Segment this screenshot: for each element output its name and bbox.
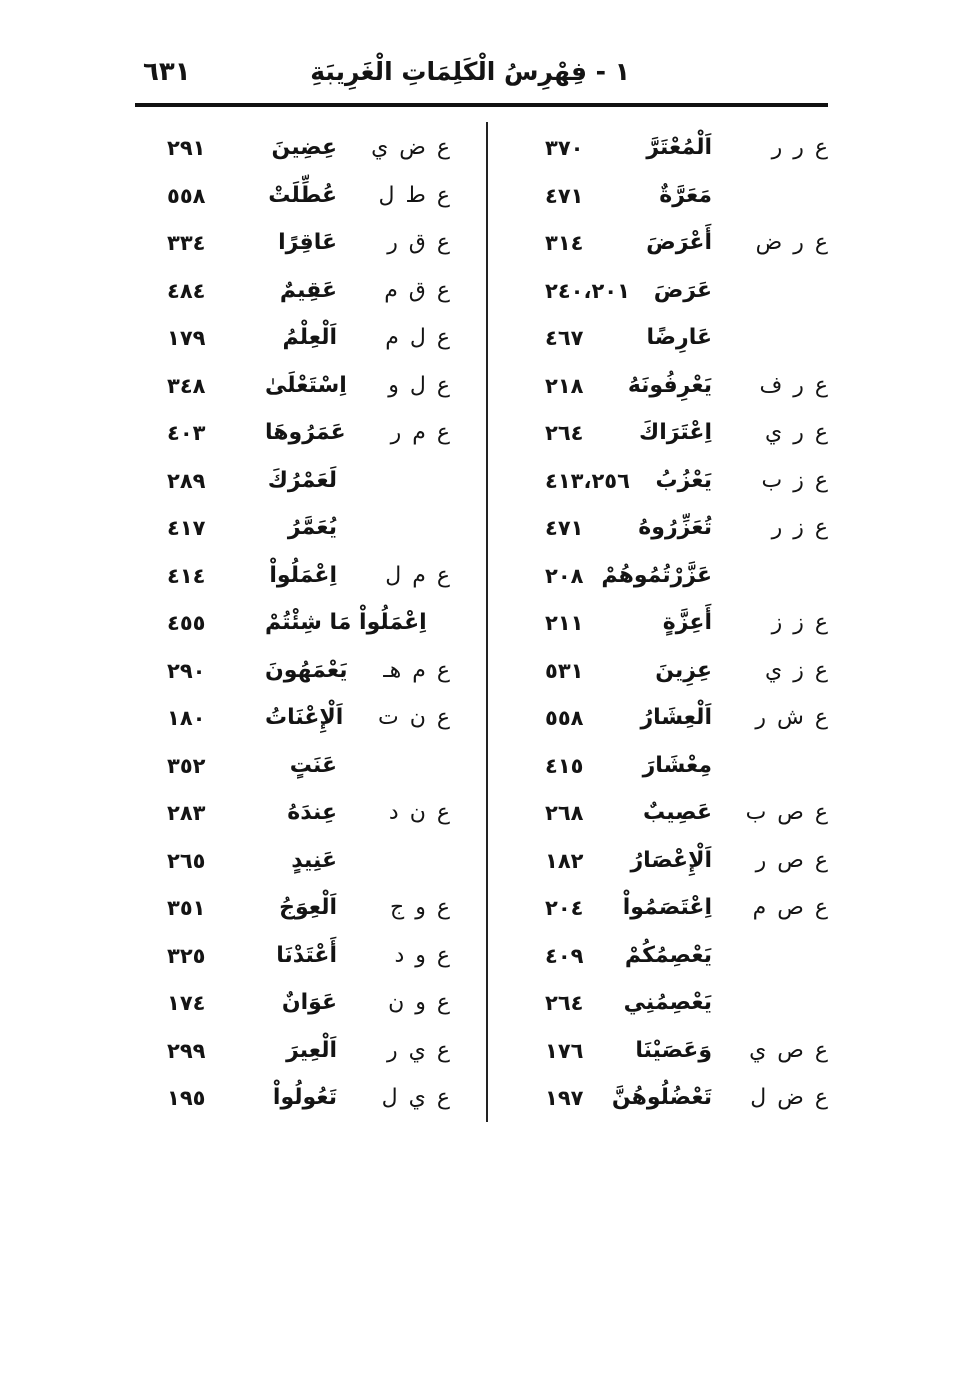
entry-word: اَلْإِعْصَارُ xyxy=(630,847,712,873)
entry-word: يَعْصِمُكُمْ xyxy=(624,942,712,968)
entry-root: ع م ل xyxy=(385,562,450,588)
entry-word: عَقِيمٌ xyxy=(279,277,337,303)
entry-word: عَوَانٌ xyxy=(281,990,337,1015)
page-refs xyxy=(167,174,205,218)
entry-word: عَصِيبٌ xyxy=(643,800,712,825)
page-refs xyxy=(167,459,205,503)
page-ref: ٤١٧ xyxy=(167,516,206,540)
entry-root: ع ر ض xyxy=(755,230,828,255)
entry-word: مَعَرَّةٌ xyxy=(659,182,712,208)
index-entry xyxy=(0,649,953,693)
entry-word: تُعَزِّرُوهُ xyxy=(638,515,712,540)
entry-word: أَعْتَدْنَا xyxy=(276,942,337,968)
page-ref: ٥٥٨ xyxy=(167,183,206,208)
entry-word: اَلْعِشَارُ xyxy=(640,705,712,730)
index-entry xyxy=(0,364,953,408)
page-ref: ٢٩١ xyxy=(167,136,206,160)
page-refs xyxy=(167,269,205,313)
page-ref: ٢٩٩ xyxy=(167,1038,206,1063)
page-refs xyxy=(167,601,205,645)
page-ref: ١٧٩ xyxy=(167,326,206,350)
entry-pages xyxy=(167,981,205,1025)
index-entry xyxy=(0,554,953,598)
entry-root: ع و د xyxy=(394,942,450,968)
entry-pages xyxy=(167,886,205,930)
entry-root: ع ز ي xyxy=(765,657,828,683)
page-refs xyxy=(167,839,205,883)
entry-word: لَعَمْرُكَ xyxy=(267,467,337,493)
entry-root: ع ص ي xyxy=(749,1037,828,1063)
entry-pages xyxy=(167,1076,205,1120)
entry-pages xyxy=(167,459,205,503)
entry-word: يَعْزُبُ xyxy=(655,467,712,493)
entry-word: عَاقِرًا xyxy=(278,230,337,255)
page-ref: ٢٠١ xyxy=(591,278,630,303)
page-refs xyxy=(167,696,205,740)
page-ref: ٤١٤ xyxy=(167,563,206,588)
page-refs xyxy=(167,934,205,978)
entry-pages xyxy=(167,364,205,408)
page-ref: ٣٥٢ xyxy=(167,753,206,778)
page-refs xyxy=(167,506,205,550)
entry-word: عَرَضَ xyxy=(653,277,712,303)
entry-root: ع ق م xyxy=(384,277,450,303)
entry-root: ع ر ف xyxy=(759,372,828,398)
page-ref: ٣٣٤ xyxy=(167,231,206,255)
page-ref: ٢٠٨ xyxy=(545,563,584,588)
entry-word: يَعْمَهُونَ xyxy=(265,657,348,683)
entry-pages xyxy=(167,934,205,978)
page-ref: ٢٦٤ xyxy=(545,421,584,445)
entry-pages xyxy=(167,744,205,788)
entry-pages xyxy=(167,649,205,693)
page-refs xyxy=(167,411,205,455)
entry-word: اِعْتَرَاكَ xyxy=(639,420,712,445)
page-refs xyxy=(167,316,205,360)
entry-word: اِعْمَلُواْ xyxy=(269,562,337,588)
entry-root: ع ض ي xyxy=(371,135,450,160)
entry-root: ع ز ز xyxy=(771,610,828,635)
page-refs xyxy=(167,791,205,835)
page-ref: ٢٨٩ xyxy=(167,468,206,493)
entry-word: اَلْعِوَجُ xyxy=(279,895,337,920)
entry-root: ع ن ت xyxy=(378,705,450,730)
entry-root: ع ص ب xyxy=(745,800,828,825)
page-refs xyxy=(167,364,205,408)
entry-word: عِندَهُ xyxy=(287,800,337,825)
entry-word: عَنِيدٍ xyxy=(291,847,337,873)
entry-word: يُعَمَّرُ xyxy=(287,515,337,540)
page-ref: ١٨٠ xyxy=(167,706,206,730)
index-entry xyxy=(0,1029,953,1073)
page-refs xyxy=(167,554,205,598)
index-entry xyxy=(0,839,953,883)
page-title: ١ - فِهْرِسُ الْكَلِمَاتِ الْغَرِيبَةِ xyxy=(310,57,630,86)
entry-pages xyxy=(167,1029,205,1073)
entry-pages xyxy=(167,174,205,218)
index-entry xyxy=(0,601,953,645)
entry-pages xyxy=(167,411,205,455)
index-entry xyxy=(0,411,953,455)
page-ref: ٢٦٥ xyxy=(167,848,206,873)
entry-pages xyxy=(167,126,205,170)
index-entry xyxy=(0,459,953,503)
page-refs xyxy=(167,886,205,930)
entry-word: عِضِينَ xyxy=(271,135,337,160)
page-refs xyxy=(167,1076,205,1120)
entry-word: أَعِزَّةٍ xyxy=(662,610,712,635)
page-ref: ٤٠٩ xyxy=(545,943,584,968)
entry-word: عُطِّلَتْ xyxy=(268,182,337,208)
entry-root: ع ز ر xyxy=(771,515,828,540)
page-refs xyxy=(167,1029,205,1073)
page-separator: ، xyxy=(583,468,592,493)
entry-word: اَلْعِلْمُ xyxy=(282,325,337,350)
index-entry xyxy=(0,269,953,313)
index-entry xyxy=(0,1076,953,1120)
entry-root: ع ط ل xyxy=(378,182,450,208)
index-entry xyxy=(0,221,953,265)
index-entry xyxy=(0,886,953,930)
page-separator: ، xyxy=(583,278,592,303)
entry-root: ع م هـ xyxy=(383,657,450,683)
page-ref: ٣٧٠ xyxy=(545,136,584,160)
page-ref: ٣٥١ xyxy=(167,896,206,920)
entry-root: ع ل م xyxy=(385,325,450,350)
page-ref: ٥٥٨ xyxy=(545,706,584,730)
entry-root: ع ي ل xyxy=(381,1085,450,1110)
entry-word: يَعْصِمُنِي xyxy=(623,990,712,1015)
page-ref: ١٧٦ xyxy=(545,1038,584,1063)
page-ref: ٢٩٠ xyxy=(167,658,206,683)
page-refs xyxy=(167,649,205,693)
entry-word: تَعُولُواْ xyxy=(272,1085,337,1110)
page-ref: ١٩٥ xyxy=(167,1086,206,1110)
page-ref: ٤١٥ xyxy=(545,753,584,778)
entry-word: اِسْتَعْلَىٰ xyxy=(265,372,347,398)
entry-word: عَزَّرْتُمُوهُمْ xyxy=(601,562,712,588)
entry-root: ع ر ي xyxy=(765,420,828,445)
index-entry xyxy=(0,934,953,978)
entry-root: ع و ج xyxy=(390,895,450,920)
entry-root: ع ص م xyxy=(752,895,828,920)
entry-word: اِعْتَصَمُواْ xyxy=(622,895,712,920)
index-entry xyxy=(0,506,953,550)
entry-word: اَلْعِيرَ xyxy=(286,1037,337,1063)
entry-word: أَعْرَضَ xyxy=(646,230,712,255)
entry-word: اَلْإِعْنَاتُ xyxy=(265,705,344,730)
page-ref: ٢٨٣ xyxy=(167,801,206,825)
page-ref: ٣٢٥ xyxy=(167,943,206,968)
entry-pages xyxy=(167,316,205,360)
entry-word: عَمَرُوهَا xyxy=(265,420,346,445)
entry-word: مِعْشَارَ xyxy=(642,752,712,778)
entry-pages xyxy=(167,601,205,645)
entry-word: اَلْمُعْتَرَّ xyxy=(646,135,712,160)
entry-pages xyxy=(167,269,205,313)
entry-pages xyxy=(167,554,205,598)
entry-word: عِزِينَ xyxy=(655,657,712,683)
page-number: ٦٣١ xyxy=(143,57,191,87)
entry-root: ع ز ب xyxy=(761,467,828,493)
entry-pages xyxy=(167,696,205,740)
page-ref: ٤١٣ xyxy=(545,468,584,493)
entry-word: عَنَتٍ xyxy=(289,752,337,778)
entry-root: ع م ر xyxy=(390,420,450,445)
page-ref: ١٧٤ xyxy=(167,991,206,1015)
page-refs xyxy=(167,744,205,788)
page-refs xyxy=(167,221,205,265)
index-entry xyxy=(0,126,953,170)
entry-word: يَعْرِفُونَهُ xyxy=(627,372,712,398)
page-ref: ٣٤٨ xyxy=(167,373,206,398)
page-ref: ٤٠٣ xyxy=(167,421,206,445)
index-entry xyxy=(0,174,953,218)
page-ref: ٢٤٠ xyxy=(545,278,584,303)
index-entry xyxy=(0,791,953,835)
page-ref: ٣١٤ xyxy=(545,231,584,255)
entry-word: وَعَصَيْنَا xyxy=(635,1037,712,1063)
page-ref: ٤٥٥ xyxy=(167,611,206,635)
entry-pages xyxy=(167,839,205,883)
entry-word: اِعْمَلُواْ مَا شِئْتُمْ xyxy=(265,610,427,635)
page-ref: ٢١٨ xyxy=(545,373,584,398)
index-entry xyxy=(0,696,953,740)
page-ref: ٤٧١ xyxy=(545,183,584,208)
entry-word: عَارِضًا xyxy=(646,325,712,350)
entry-root: ع ض ل xyxy=(750,1085,828,1110)
page-refs xyxy=(167,126,205,170)
entry-root: ع ل و xyxy=(388,372,450,398)
page-ref: ٢٠٤ xyxy=(545,896,584,920)
entry-root: ع ر ر xyxy=(771,135,828,160)
entry-root: ع ش ر xyxy=(755,705,828,730)
page-ref: ١٩٧ xyxy=(545,1086,584,1110)
index-entry xyxy=(0,744,953,788)
entry-pages xyxy=(167,791,205,835)
index-entry xyxy=(0,316,953,360)
page-refs xyxy=(167,981,205,1025)
page-ref: ٢٦٤ xyxy=(545,991,584,1015)
page-ref: ٤٧١ xyxy=(545,516,584,540)
index-entry xyxy=(0,981,953,1025)
page-ref: ٢٥٦ xyxy=(591,468,630,493)
page-ref: ٢٦٨ xyxy=(545,801,584,825)
entry-pages xyxy=(167,221,205,265)
page-ref: ٥٣١ xyxy=(545,658,584,683)
entry-root: ع ي ر xyxy=(387,1037,450,1063)
page-ref: ٤٨٤ xyxy=(167,278,206,303)
entry-root: ع ق ر xyxy=(387,230,450,255)
page-ref: ٤٦٧ xyxy=(545,326,584,350)
page-ref: ١٨٢ xyxy=(545,848,584,873)
entry-root: ع ن د xyxy=(388,800,450,825)
page-ref: ٢١١ xyxy=(545,611,584,635)
entry-word: تَعْضُلُوهُنَّ xyxy=(611,1085,712,1110)
entry-pages xyxy=(167,506,205,550)
entry-root: ع و ن xyxy=(388,990,450,1015)
entry-root: ع ص ر xyxy=(755,847,828,873)
